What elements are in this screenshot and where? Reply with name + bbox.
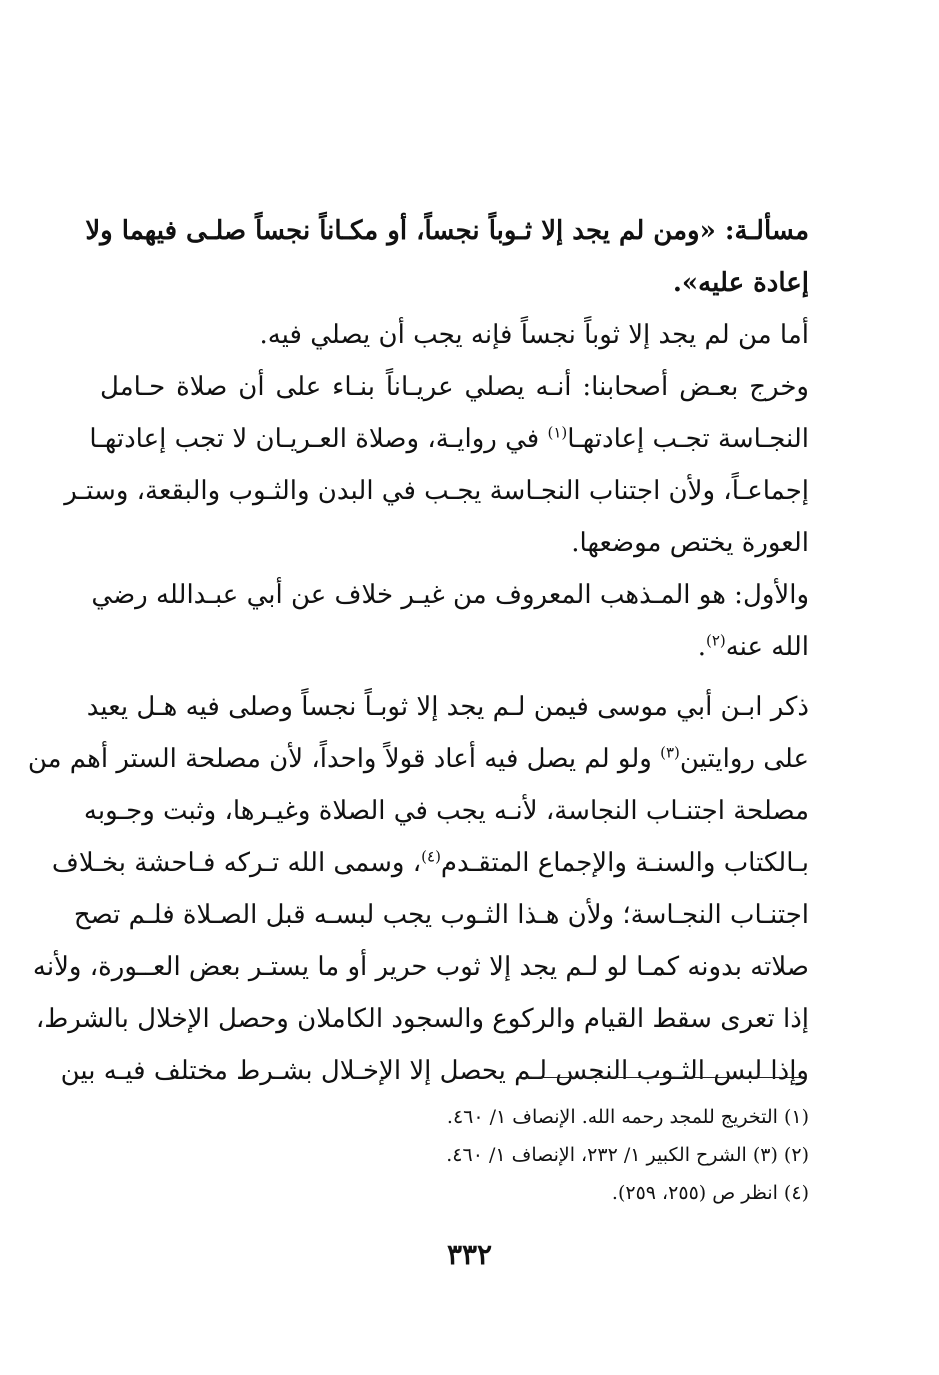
masala-line-2: إعادة عليه». xyxy=(672,268,809,298)
paragraph-2-line-4: العورة يختص موضعها. xyxy=(571,528,809,558)
footnote-ref-2: (٢) xyxy=(705,631,726,650)
footnote-separator xyxy=(517,1077,803,1078)
text-run: في روايـة، وصلاة العـريـان لا تجب إعادتهـا xyxy=(89,424,548,454)
text-run: ، وسمى الله تـركه فـاحشة بخـلاف xyxy=(51,848,422,878)
paragraph-1-line-1: أما من لم يجد إلا ثوباً نجساً فإنه يجب أن يصلي فيه. xyxy=(259,320,809,350)
paragraph-4-line-5: اجتنـاب النجـاسة؛ ولأن هـذا الثـوب يجب لبسـه قبل الصـلاة فلـم تصح xyxy=(73,900,809,930)
footnote-ref-3: (٣) xyxy=(660,743,680,762)
footnotes xyxy=(309,1098,809,1212)
footnote-3: (٤) انظر ص (٢٥٥، ٢٥٩). xyxy=(611,1182,809,1204)
paragraph-4-line-6: صلاته بدونه كمـا لو لـم يجد إلا ثوب حرير أو ما يستـر بعض العــورة، ولأنه xyxy=(32,952,809,982)
paragraph-4-line-2 xyxy=(27,733,809,785)
footnote-ref-1: (١) xyxy=(547,423,568,442)
paragraph-4-line-4 xyxy=(51,837,809,889)
paragraph-3-line-1: والأول: هو المـذهب المعروف من غيـر خلاف عن أبي عبـدالله رضي xyxy=(91,580,809,610)
paragraph-3-line-2 xyxy=(100,621,809,673)
text-run: بـالكتاب والسنـة والإجماع المتقـدم xyxy=(440,848,809,878)
page-number: ٣٣٢ xyxy=(446,1238,493,1271)
paragraph-4-line-3: مصلحة اجتنـاب النجاسة، لأنـه يجب في الصلاة وغيـرها، وثبت وجـوبه xyxy=(83,796,809,826)
text-run: النجـاسة تجـب إعادتهـا xyxy=(567,424,809,454)
text-run: على روايتين xyxy=(679,744,809,774)
footnote-1: (١) التخريج للمجد رحمه الله. الإنصاف ١/ ٤٦٠. xyxy=(446,1106,809,1128)
masala-line-1: مسألـة: «ومن لم يجد إلا ثـوباً نجساً، أو مكـاناً نجساً صلـى فيهما ولا xyxy=(85,216,809,246)
paragraph-4-line-8: وإذا لبس الثـوب النجس لـم يحصل إلا الإخـلال بشـرط مختلف فيـه بين xyxy=(60,1056,809,1086)
paragraph-2-line-1: وخرج بعـض أصحابنا: أنـه يصلي عريـاناً بنـاء على أن صلاة حـامل xyxy=(100,372,809,402)
text-run: الله عنه xyxy=(725,632,809,662)
paragraph-4-line-7: إذا تعرى سقط القيام والركوع والسجود الكاملان وحصل الإخلال بالشرط، xyxy=(35,1004,809,1034)
footnote-2: (٢) (٣) الشرح الكبير ١/ ٢٣٢، الإنصاف ١/ ٤٦٠. xyxy=(446,1144,809,1166)
text-run: ولو لم يصل فيه أعاد قولاً واحداً، لأن مصلحة الستر أهم من xyxy=(27,744,661,774)
paragraph-4-line-1: ذكر ابـن أبي موسى فيمن لـم يجد إلا ثوبـاً نجساً وصلى فيه هـل يعيد xyxy=(86,692,809,722)
paragraph-gap xyxy=(100,673,809,681)
text-run: . xyxy=(697,632,706,662)
main-text xyxy=(27,205,809,1097)
paragraph-2-line-2 xyxy=(89,413,809,465)
paragraph-2-line-3: إجماعـاً، ولأن اجتناب النجـاسة يجـب في البدن والثـوب والبقعة، وستـر xyxy=(64,476,809,506)
footnote-ref-4: (٤) xyxy=(421,847,441,866)
